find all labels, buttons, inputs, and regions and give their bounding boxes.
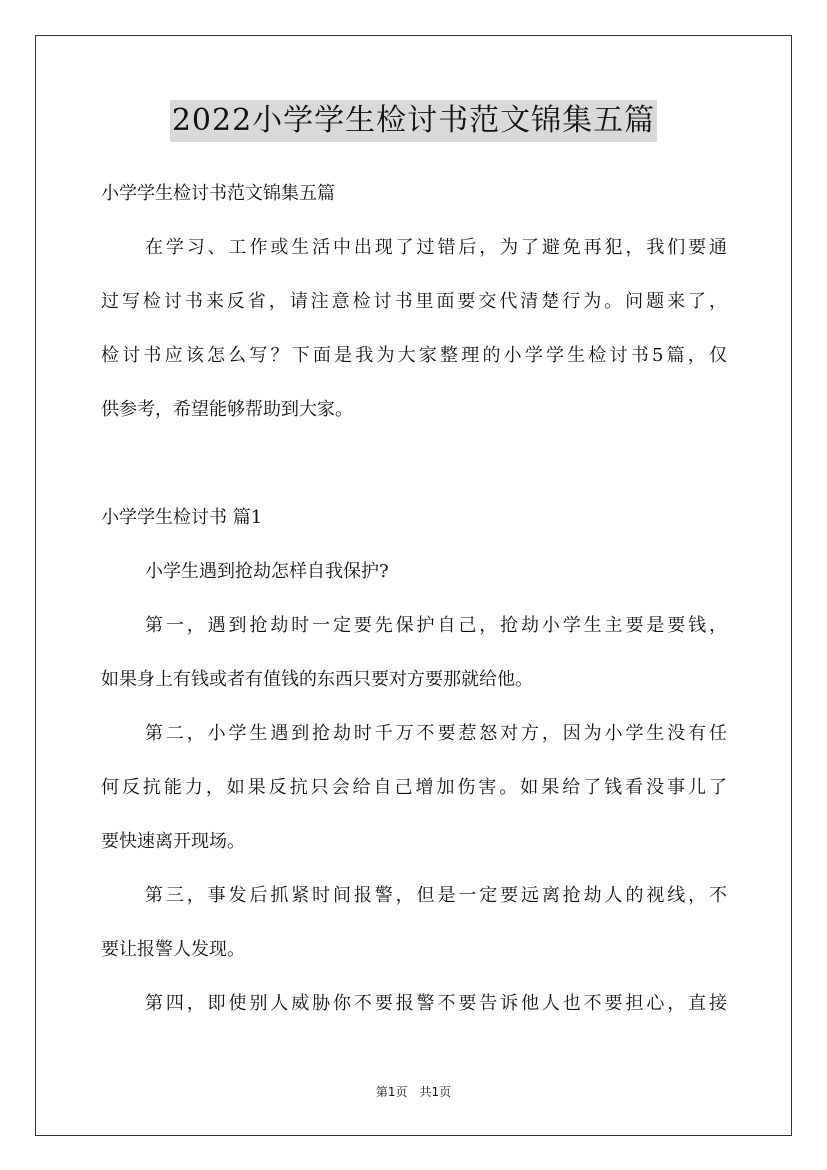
paragraph-line: 小学生遇到抢劫怎样自我保护? bbox=[145, 561, 389, 582]
page-total: 共1页 bbox=[419, 1085, 452, 1099]
paragraph-line: 供参考，希望能够帮助到大家。 bbox=[101, 399, 353, 420]
paragraph-line: 要快速离开现场。 bbox=[101, 831, 245, 852]
paragraph-line: 何反抗能力，如果反抗只会给自己增加伤害。如果给了钱看没事儿了 bbox=[101, 777, 727, 798]
page-number: 第1页 bbox=[375, 1085, 408, 1099]
paragraph-line: 第三，事发后抓紧时间报警，但是一定要远离抢劫人的视线，不 bbox=[145, 885, 727, 906]
paragraph-line: 过写检讨书来反省，请注意检讨书里面要交代清楚行为。问题来了， bbox=[101, 291, 727, 312]
document-title: 2022小学学生检讨书范文锦集五篇 bbox=[170, 100, 657, 142]
paragraph-line: 要让报警人发现。 bbox=[101, 939, 245, 960]
paragraph-line: 第一，遇到抢劫时一定要先保护自己，抢劫小学生主要是要钱， bbox=[145, 615, 727, 636]
paragraph-line: 第四，即使别人威胁你不要报警不要告诉他人也不要担心，直接 bbox=[145, 993, 727, 1014]
page-footer bbox=[0, 1083, 827, 1100]
document-body bbox=[101, 172, 727, 1036]
paragraph-line: 第二，小学生遇到抢劫时千万不要惹怒对方，因为小学生没有任 bbox=[145, 723, 727, 744]
spacer bbox=[101, 442, 727, 496]
section-heading: 小学学生检讨书 篇1 bbox=[101, 507, 263, 528]
paragraph-line: 检讨书应该怎么写？下面是我为大家整理的小学学生检讨书5篇，仅 bbox=[101, 345, 727, 366]
subtitle-line: 小学学生检讨书范文锦集五篇 bbox=[101, 183, 335, 204]
title-area bbox=[0, 100, 827, 142]
paragraph-line: 如果身上有钱或者有值钱的东西只要对方要那就给他。 bbox=[101, 669, 533, 690]
paragraph-line: 在学习、工作或生活中出现了过错后，为了避免再犯，我们要通 bbox=[145, 237, 727, 258]
